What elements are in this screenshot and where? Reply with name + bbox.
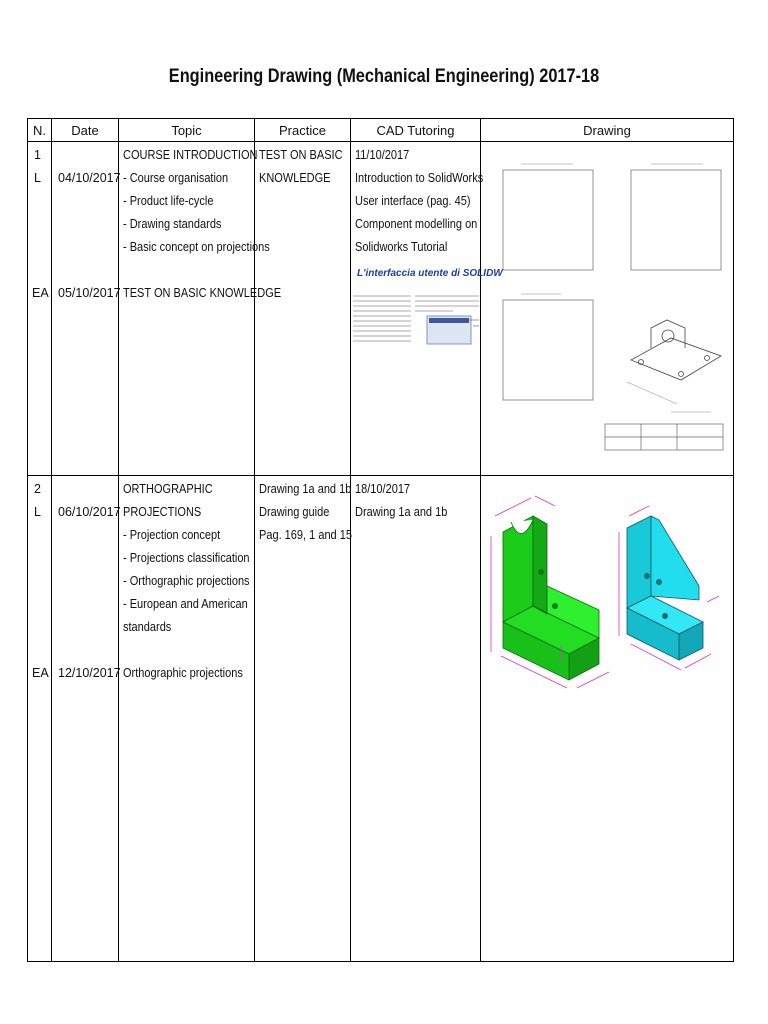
row2-number: 2 [34,482,41,496]
table-row [28,142,734,476]
row2-cad-cell [351,476,481,962]
header-practice: Practice [255,119,351,142]
row2-lecture-marker: L [34,505,41,519]
row1-practice-line: KNOWLEDGE [259,171,331,185]
row2-cad-date: 18/10/2017 [355,482,411,496]
row2-practice-line: Drawing 1a and 1b [259,482,352,496]
row2-topic-line: - Orthographic projections [123,574,250,588]
row2-date-ea: 12/10/2017 [58,666,121,680]
row2-ea-marker: EA [32,666,49,680]
row1-date-ea: 05/10/2017 [58,286,121,300]
row1-topic-line: - Drawing standards [123,217,222,231]
row1-cad-line: Solidworks Tutorial [355,240,448,254]
row1-cad-date: 11/10/2017 [355,148,410,162]
row1-cad-cell [351,142,503,476]
row2-cad-line: Drawing 1a and 1b [355,505,448,519]
schedule-table [27,118,734,962]
row2-date-l: 06/10/2017 [58,505,121,519]
header-date: Date [52,119,119,142]
row1-date-cell [52,142,119,476]
3d-models-thumbnail [481,476,734,962]
row1-cad-line: Introduction to SolidWorks [355,171,484,185]
row1-practice-cell [255,142,351,476]
cyan-part-model [627,516,703,660]
row2-topic-line: - Projection concept [123,528,221,542]
row2-date-cell [52,476,119,962]
row2-practice-line: Pag. 169, 1 and 15 [259,528,352,542]
tutorial-banner-text: L'interfaccia utente di SOLIDW [357,268,503,279]
header-n: N. [28,119,52,142]
row2-topic-line: PROJECTIONS [123,505,202,519]
header-cad: CAD Tutoring [351,119,481,142]
row2-topic-line: ORTHOGRAPHIC [123,482,213,496]
row1-ea-marker: EA [32,286,49,300]
row2-number-cell [28,476,52,962]
row2-topic-ea: Orthographic projections [123,666,243,680]
row1-cad-line: Component modelling on [355,217,478,231]
row1-topic-cell [119,142,282,476]
header-topic: Topic [119,119,255,142]
solidworks-tutorial-thumbnail [353,260,503,360]
row2-drawing-cell [481,476,734,962]
row1-cad-line: User interface (pag. 45) [355,194,471,208]
row1-number: 1 [34,148,41,162]
table-row [28,476,734,962]
header-row [28,119,734,142]
row1-number-cell [28,142,52,476]
row2-topic-line: - European and American [123,597,248,611]
row2-topic-line: - Projections classification [123,551,250,565]
row2-practice-cell [255,476,351,962]
header-drawing: Drawing [481,119,734,142]
row2-practice-line: Drawing guide [259,505,330,519]
row1-practice-line: TEST ON BASIC [259,148,343,162]
drawing-sheet-thumbnail [481,142,734,476]
row1-drawing-cell [481,142,734,476]
row1-topic-line: COURSE INTRODUCTION [123,148,258,162]
page-title: Engineering Drawing (Mechanical Engineering) 2017-18 [168,66,600,87]
row1-topic-line: - Product life-cycle [123,194,214,208]
row1-lecture-marker: L [34,171,41,185]
row2-topic-cell [119,476,255,962]
row1-topic-ea: TEST ON BASIC KNOWLEDGE [123,286,282,300]
row2-topic-line: standards [123,620,172,634]
row1-topic-line: - Basic concept on projections [123,240,270,254]
row1-date-l: 04/10/2017 [58,171,121,185]
row1-topic-line: - Course organisation [123,171,229,185]
green-part-model [503,516,599,680]
